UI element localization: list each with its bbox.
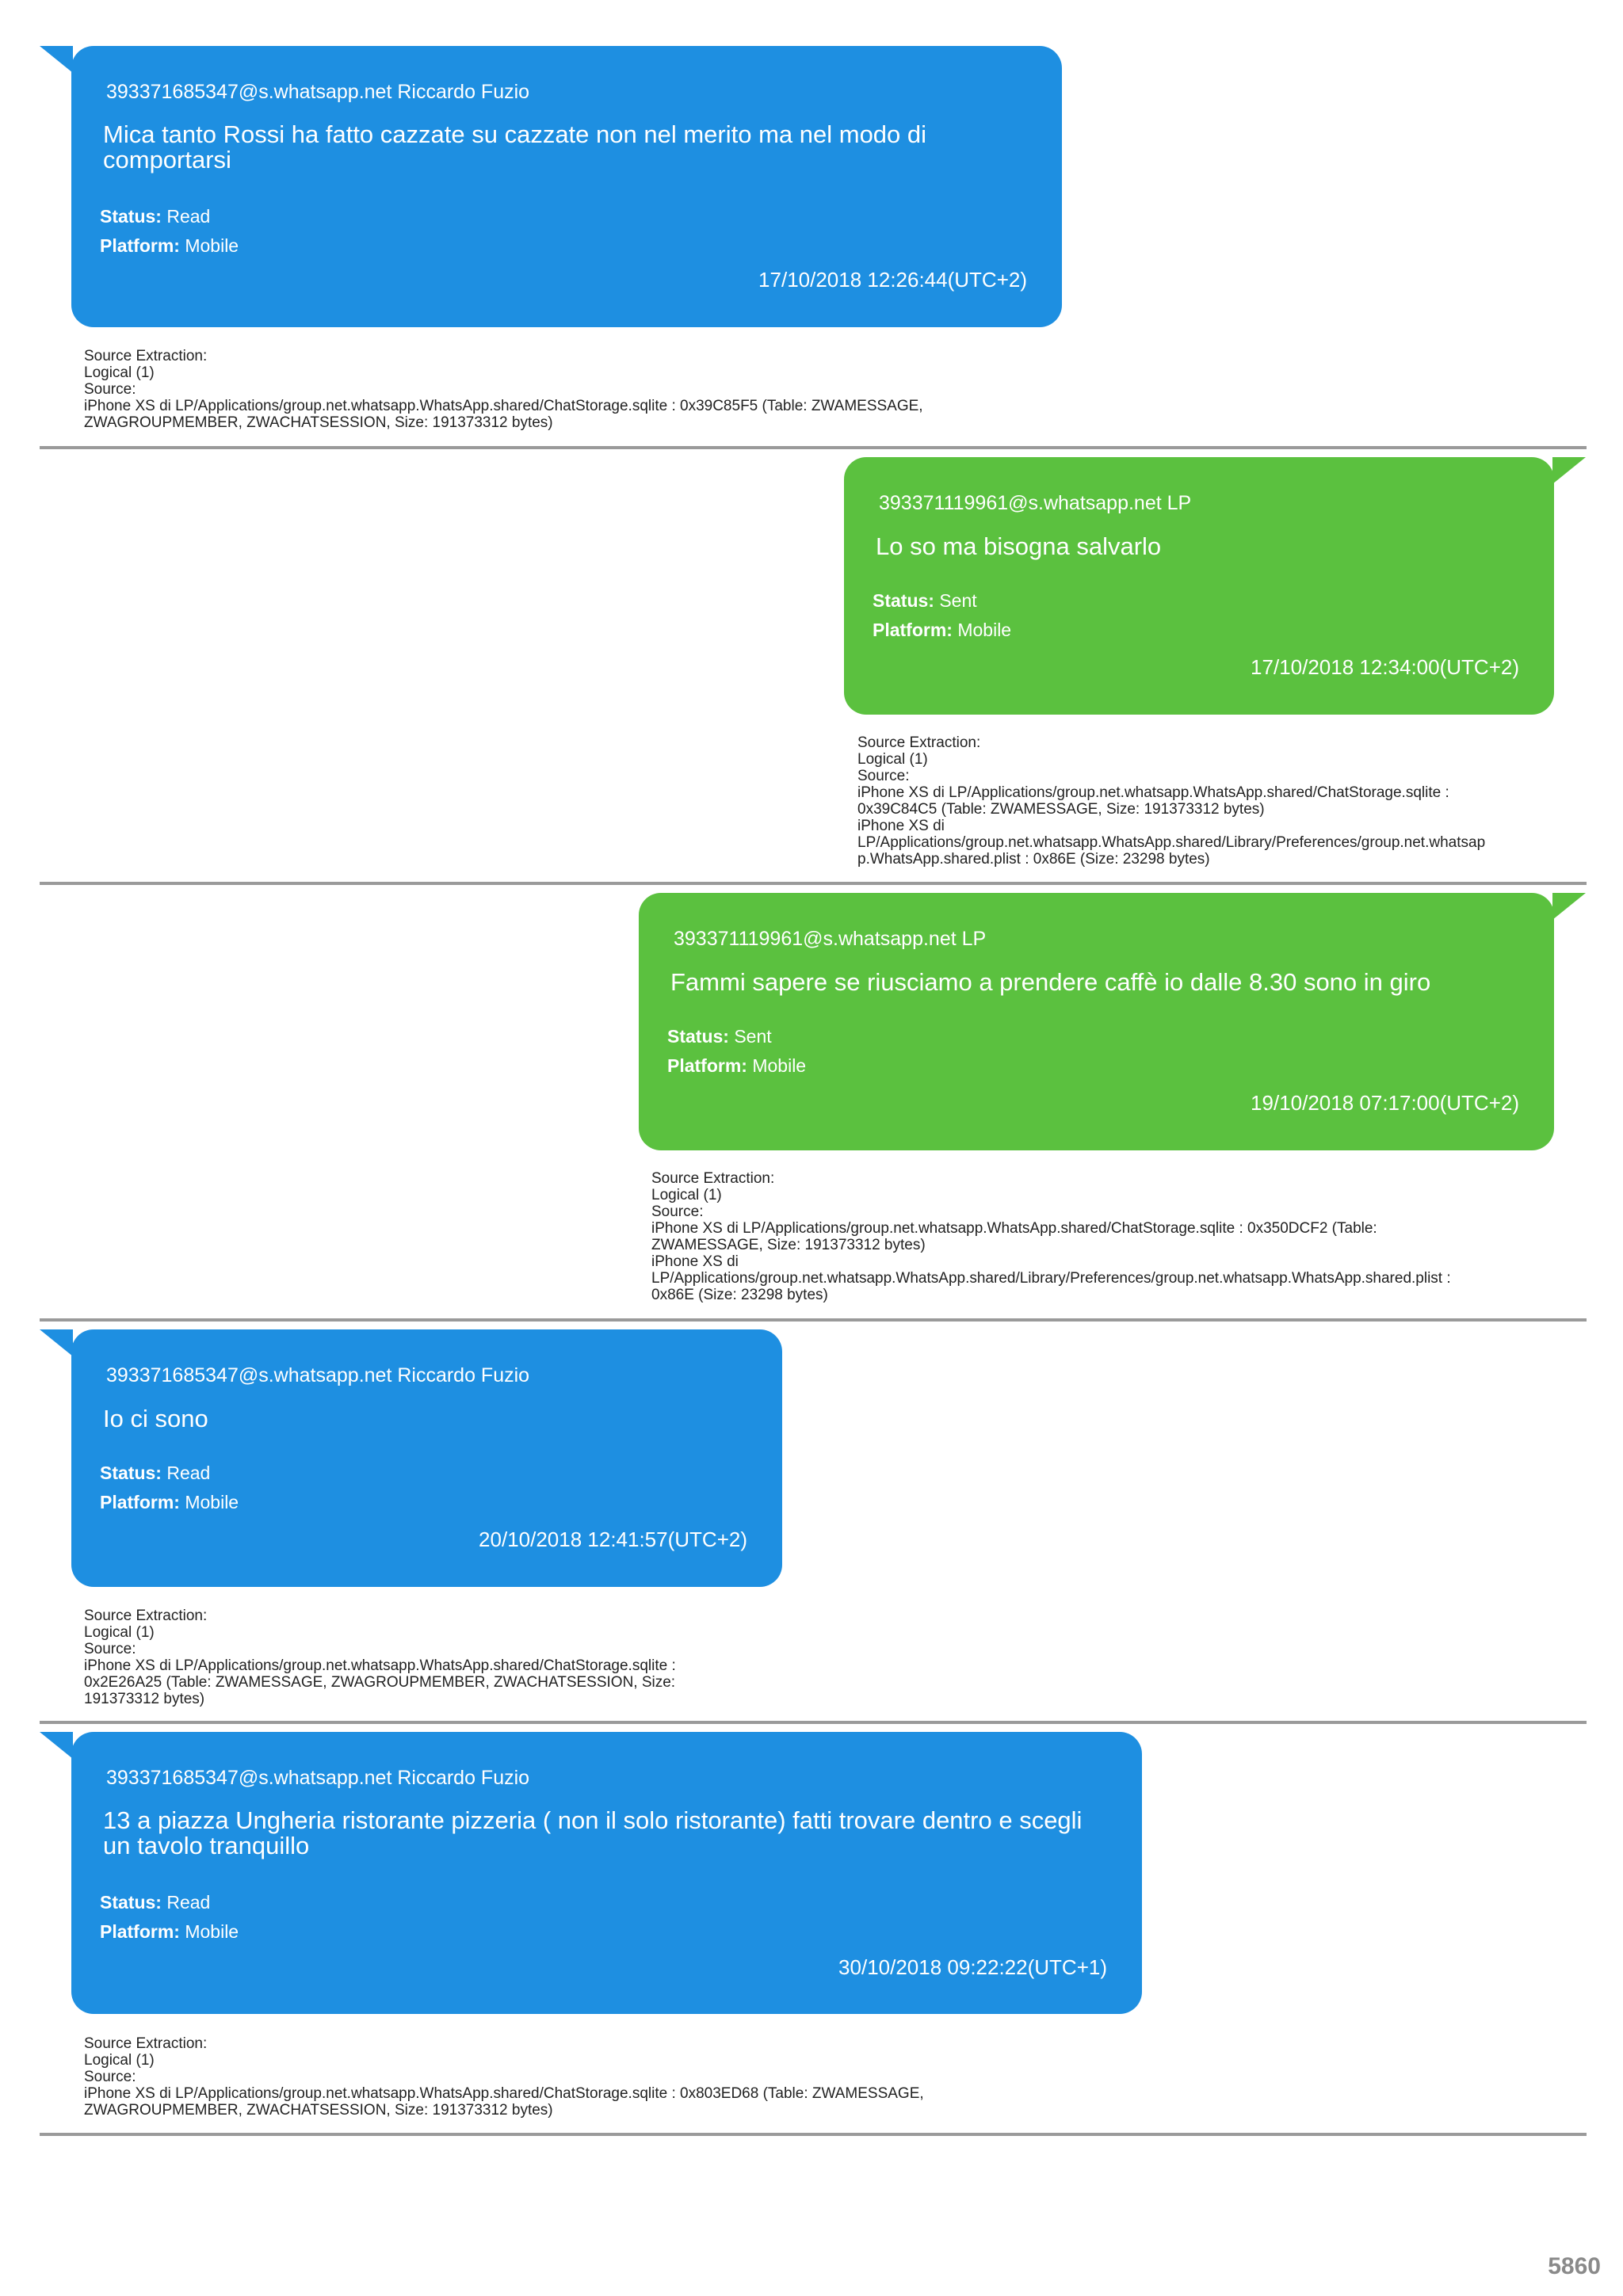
message-timestamp: 19/10/2018 07:17:00(UTC+2) [1251, 1091, 1519, 1115]
platform-label: Platform: [667, 1055, 747, 1076]
platform-value: Mobile [752, 1055, 807, 1076]
message-platform [873, 620, 1011, 641]
message-platform [667, 1055, 806, 1077]
source-extraction: Source Extraction: Logical (1) Source: iPhone XS di LP/Applications/group.net.whatsapp.WhatsApp.shared/ChatStorage.sqlite : 0x39C84C5 (Table: ZWAMESSAGE, Size: 191373312 bytes) iPhone XS di LP/Applications/group.net.whatsapp.WhatsApp.shared/Library/Preferences/group.net.whatsap p.WhatsApp.shared.plist : 0x86E (Size: 23298 bytes) [857, 734, 1486, 868]
platform-label: Platform: [873, 620, 953, 640]
platform-value: Mobile [957, 620, 1012, 640]
status-value: Sent [939, 590, 977, 611]
separator [40, 1318, 1587, 1322]
message-bubble-incoming [71, 46, 1062, 327]
message-status [100, 206, 210, 227]
status-label: Status: [100, 1892, 162, 1913]
message-platform [100, 235, 239, 257]
status-value: Read [166, 1892, 211, 1913]
separator [40, 882, 1587, 885]
bubble-tail [40, 46, 73, 73]
status-value: Read [166, 1463, 211, 1483]
bubble-tail [1552, 893, 1586, 920]
status-label: Status: [100, 1463, 162, 1483]
bubble-tail [40, 1732, 73, 1759]
message-status [100, 1463, 210, 1484]
message-timestamp: 17/10/2018 12:34:00(UTC+2) [1251, 655, 1519, 679]
message-text: Fammi sapere se riusciamo a prendere caffè io dalle 8.30 sono in giro [670, 968, 1431, 996]
message-sender: 393371685347@s.whatsapp.net Riccardo Fuzio [106, 1767, 530, 1789]
message-text: Io ci sono [103, 1405, 208, 1432]
message-timestamp: 20/10/2018 12:41:57(UTC+2) [479, 1527, 747, 1551]
message-status [873, 590, 977, 612]
status-value: Read [166, 206, 211, 227]
page-number: 5860 [1548, 2253, 1601, 2279]
message-platform [100, 1921, 239, 1943]
message-sender: 393371685347@s.whatsapp.net Riccardo Fuzio [106, 1364, 530, 1386]
source-extraction: Source Extraction: Logical (1) Source: iPhone XS di LP/Applications/group.net.whatsapp.WhatsApp.shared/ChatStorage.sqlite : 0x803ED68 (Table: ZWAMESSAGE, ZWAGROUPMEMBER, ZWACHATSESSION, Size: 191373312 bytes) [84, 2035, 924, 2119]
message-text: 13 a piazza Ungheria ristorante pizzeria ( non il solo ristorante) fatti trovare dentro e scegli un tavolo tranquillo [103, 1806, 1083, 1859]
message-bubble-incoming [71, 1732, 1142, 2014]
source-extraction: Source Extraction: Logical (1) Source: iPhone XS di LP/Applications/group.net.whatsapp.WhatsApp.shared/ChatStorage.sqlite : 0x2E26A25 (Table: ZWAMESSAGE, ZWAGROUPMEMBER, ZWACHATSESSION, Size: 191373312 bytes) [84, 1608, 676, 1707]
message-status [667, 1026, 772, 1047]
status-label: Status: [100, 206, 162, 227]
separator [40, 446, 1587, 449]
message-text: Mica tanto Rossi ha fatto cazzate su cazzate non nel merito ma nel modo di comportarsi [103, 120, 927, 174]
platform-label: Platform: [100, 1921, 180, 1942]
platform-value: Mobile [185, 1921, 239, 1942]
separator [40, 1721, 1587, 1724]
message-platform [100, 1492, 239, 1513]
message-text: Lo so ma bisogna salvarlo [876, 532, 1162, 560]
message-sender: 393371685347@s.whatsapp.net Riccardo Fuzio [106, 81, 530, 103]
message-bubble-outgoing [844, 457, 1554, 715]
separator [40, 2133, 1587, 2136]
message-bubble-outgoing [639, 893, 1554, 1150]
status-value: Sent [734, 1026, 772, 1047]
source-extraction: Source Extraction: Logical (1) Source: iPhone XS di LP/Applications/group.net.whatsapp.WhatsApp.shared/ChatStorage.sqlite : 0x39C85F5 (Table: ZWAMESSAGE, ZWAGROUPMEMBER, ZWACHATSESSION, Size: 191373312 bytes) [84, 348, 923, 431]
platform-value: Mobile [185, 235, 239, 256]
status-label: Status: [667, 1026, 729, 1047]
source-extraction: Source Extraction: Logical (1) Source: iPhone XS di LP/Applications/group.net.whatsapp.WhatsApp.shared/ChatStorage.sqlite : 0x350DCF2 (Table: ZWAMESSAGE, Size: 191373312 bytes) iPhone XS di LP/Applications/group.net.whatsapp.WhatsApp.shared/Library/Preferences/group.net.whatsapp.WhatsApp.shared.plist : 0x86E (Size: 23298 bytes) [651, 1170, 1451, 1303]
message-timestamp: 30/10/2018 09:22:22(UTC+1) [838, 1955, 1107, 1979]
status-label: Status: [873, 590, 934, 611]
message-status [100, 1892, 210, 1913]
message-timestamp: 17/10/2018 12:26:44(UTC+2) [758, 268, 1027, 292]
message-sender: 393371119961@s.whatsapp.net LP [879, 492, 1192, 514]
bubble-tail [40, 1329, 73, 1356]
platform-label: Platform: [100, 1492, 180, 1512]
bubble-tail [1552, 457, 1586, 484]
platform-value: Mobile [185, 1492, 239, 1512]
message-bubble-incoming [71, 1329, 782, 1587]
message-sender: 393371119961@s.whatsapp.net LP [674, 928, 987, 950]
platform-label: Platform: [100, 235, 180, 256]
